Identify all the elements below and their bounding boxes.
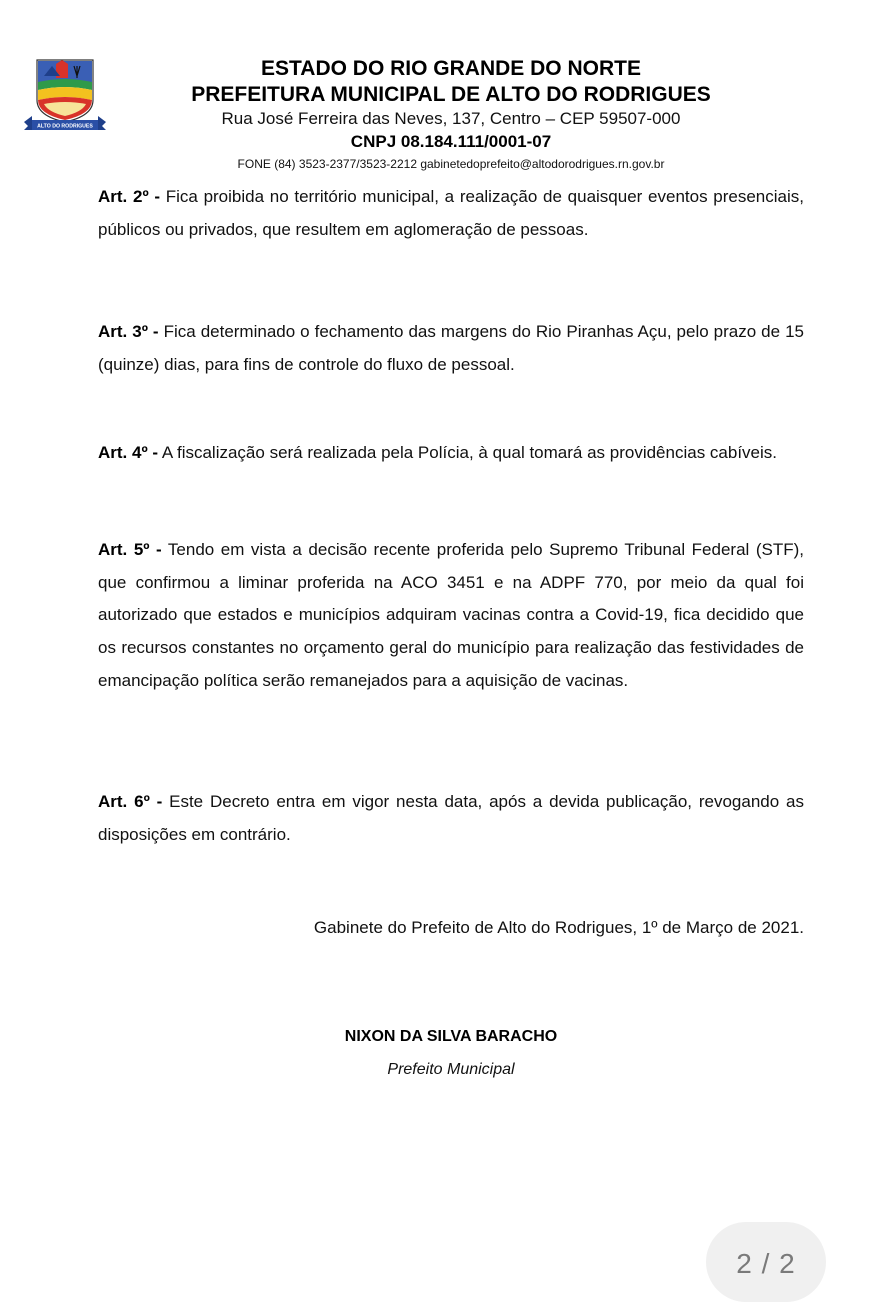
article-label: Art. 3º - <box>98 322 159 341</box>
letterhead <box>120 56 782 172</box>
state-name: ESTADO DO RIO GRANDE DO NORTE <box>261 57 641 80</box>
signer-title: Prefeito Municipal <box>387 1061 515 1078</box>
article-2 <box>98 181 804 246</box>
article-text: Tendo em vista a decisão recente proferida pelo Supremo Tribunal Federal (STF), que confirmou a liminar proferida na ACO 3451 e na ADPF 770, por meio da qual foi autorizado que estados e municípios adquiram vacinas contra a Covid-19, fica decidido que os recursos constantes no orçamento geral do município para realização das festividades de emancipação política serão remanejados para a aquisição de vacinas. <box>98 540 804 690</box>
article-4 <box>98 437 804 470</box>
article-label: Art. 2º - <box>98 187 161 206</box>
address-line: Rua José Ferreira das Neves, 137, Centro – CEP 59507-000 <box>221 109 681 128</box>
cnpj-line: CNPJ 08.184.111/0001-07 <box>350 132 552 151</box>
page-indicator: 2 / 2 <box>706 1222 826 1302</box>
article-6 <box>98 786 804 851</box>
closing-place-date: Gabinete do Prefeito de Alto do Rodrigues, 1º de Março de 2021. <box>313 918 804 937</box>
article-text: Fica proibida no território municipal, a realização de quaisquer eventos presenciais, públicos ou privados, que resultem em aglomeração de pessoas. <box>98 187 804 239</box>
article-5 <box>98 534 804 698</box>
article-label: Art. 6º - <box>98 792 163 811</box>
article-label: Art. 4º - <box>98 443 159 462</box>
crest-banner-label: ALTO DO RODRIGUES <box>37 123 93 130</box>
prefeitura-name: PREFEITURA MUNICIPAL DE ALTO DO RODRIGUES <box>191 83 711 106</box>
contact-line: FONE (84) 3523-2377/3523-2212 gabinetedoprefeito@altodorodrigues.rn.gov.br <box>237 157 665 171</box>
municipal-crest-logo <box>22 56 108 136</box>
article-text: Fica determinado o fechamento das margens do Rio Piranhas Açu, pelo prazo de 15 (quinze) dias, para fins de controle do fluxo de pessoal. <box>98 322 804 374</box>
article-text: A fiscalização será realizada pela Polícia, à qual tomará as providências cabíveis. <box>158 443 778 462</box>
article-3 <box>98 316 804 381</box>
article-text: Este Decreto entra em vigor nesta data, após a devida publicação, revogando as disposições em contrário. <box>98 792 804 844</box>
article-label: Art. 5º - <box>98 540 162 559</box>
signer-name: NIXON DA SILVA BARACHO <box>344 1028 558 1045</box>
